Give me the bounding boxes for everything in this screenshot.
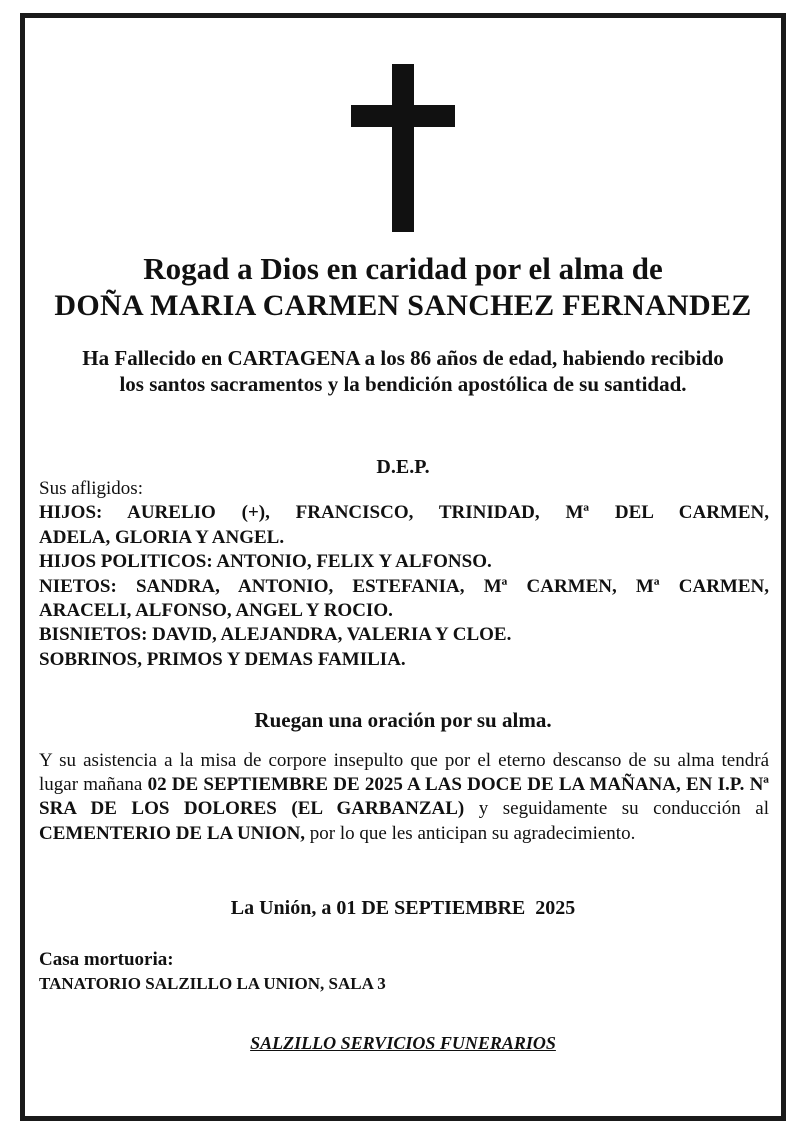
mass-date-place: 02 DE SEPTIEMBRE DE 2025 A LAS DOCE DE LA MAÑANA, EN I.P. Nª SRA DE LOS DOLORES (EL GARBANZAL): [39, 774, 769, 820]
place-date: La Unión, a 01 DE SEPTIEMBRE 2025: [230, 897, 576, 919]
invitation-text-1: Y su asistencia a la misa de corpore insepulto que por el eterno descanso de su alma tendrá lugar mañana: [39, 750, 769, 796]
mortuary-info: [39, 948, 386, 996]
children-line-2: ADELA, GLORIA Y ANGEL.: [39, 526, 285, 548]
deceased-name: DOÑA MARIA CARMEN SANCHEZ FERNANDEZ: [54, 289, 752, 322]
invitation-text-2: y seguidamente su conducción al: [464, 798, 769, 820]
mass-invitation: [39, 749, 769, 846]
death-announcement: Ha Fallecido en CARTAGENA a los 86 años de edad, habiendo recibido los santos sacramentos y la bendición apostólica de su santidad.: [82, 346, 724, 396]
mortuary-label: Casa mortuoria:: [39, 949, 174, 970]
mourners-heading: Sus afligidos:: [39, 478, 143, 499]
cross-icon: [351, 64, 455, 232]
invitation-text-3: por lo que les anticipan su agradecimiento.: [305, 822, 636, 844]
mortuary-value: TANATORIO SALZILLO LA UNION, SALA 3: [39, 974, 386, 993]
great-grandchildren: BISNIETOS: DAVID, ALEJANDRA, VALERIA Y CLOE.: [39, 624, 512, 646]
mourners-list: [39, 477, 769, 672]
notice-border: [20, 13, 786, 1121]
children-line-1: HIJOS: AURELIO (+), FRANCISCO, TRINIDAD, Mª DEL CARMEN,: [39, 502, 769, 524]
prayer-request: Ruegan una oración por su alma.: [254, 708, 552, 732]
dep-abbreviation: D.E.P.: [376, 456, 430, 478]
notice-content: [37, 18, 769, 1116]
grandchildren-line-1: NIETOS: SANDRA, ANTONIO, ESTEFANIA, Mª CARMEN, Mª CARMEN,: [39, 575, 769, 597]
children-in-law: HIJOS POLITICOS: ANTONIO, FELIX Y ALFONSO.: [39, 551, 492, 573]
funeral-home-name: SALZILLO SERVICIOS FUNERARIOS: [250, 1033, 556, 1053]
intro-line: Rogad a Dios en caridad por el alma de: [143, 251, 663, 286]
cemetery-name: CEMENTERIO DE LA UNION,: [39, 822, 306, 844]
other-relatives: SOBRINOS, PRIMOS Y DEMAS FAMILIA.: [39, 648, 406, 670]
grandchildren-line-2: ARACELI, ALFONSO, ANGEL Y ROCIO.: [39, 600, 393, 622]
